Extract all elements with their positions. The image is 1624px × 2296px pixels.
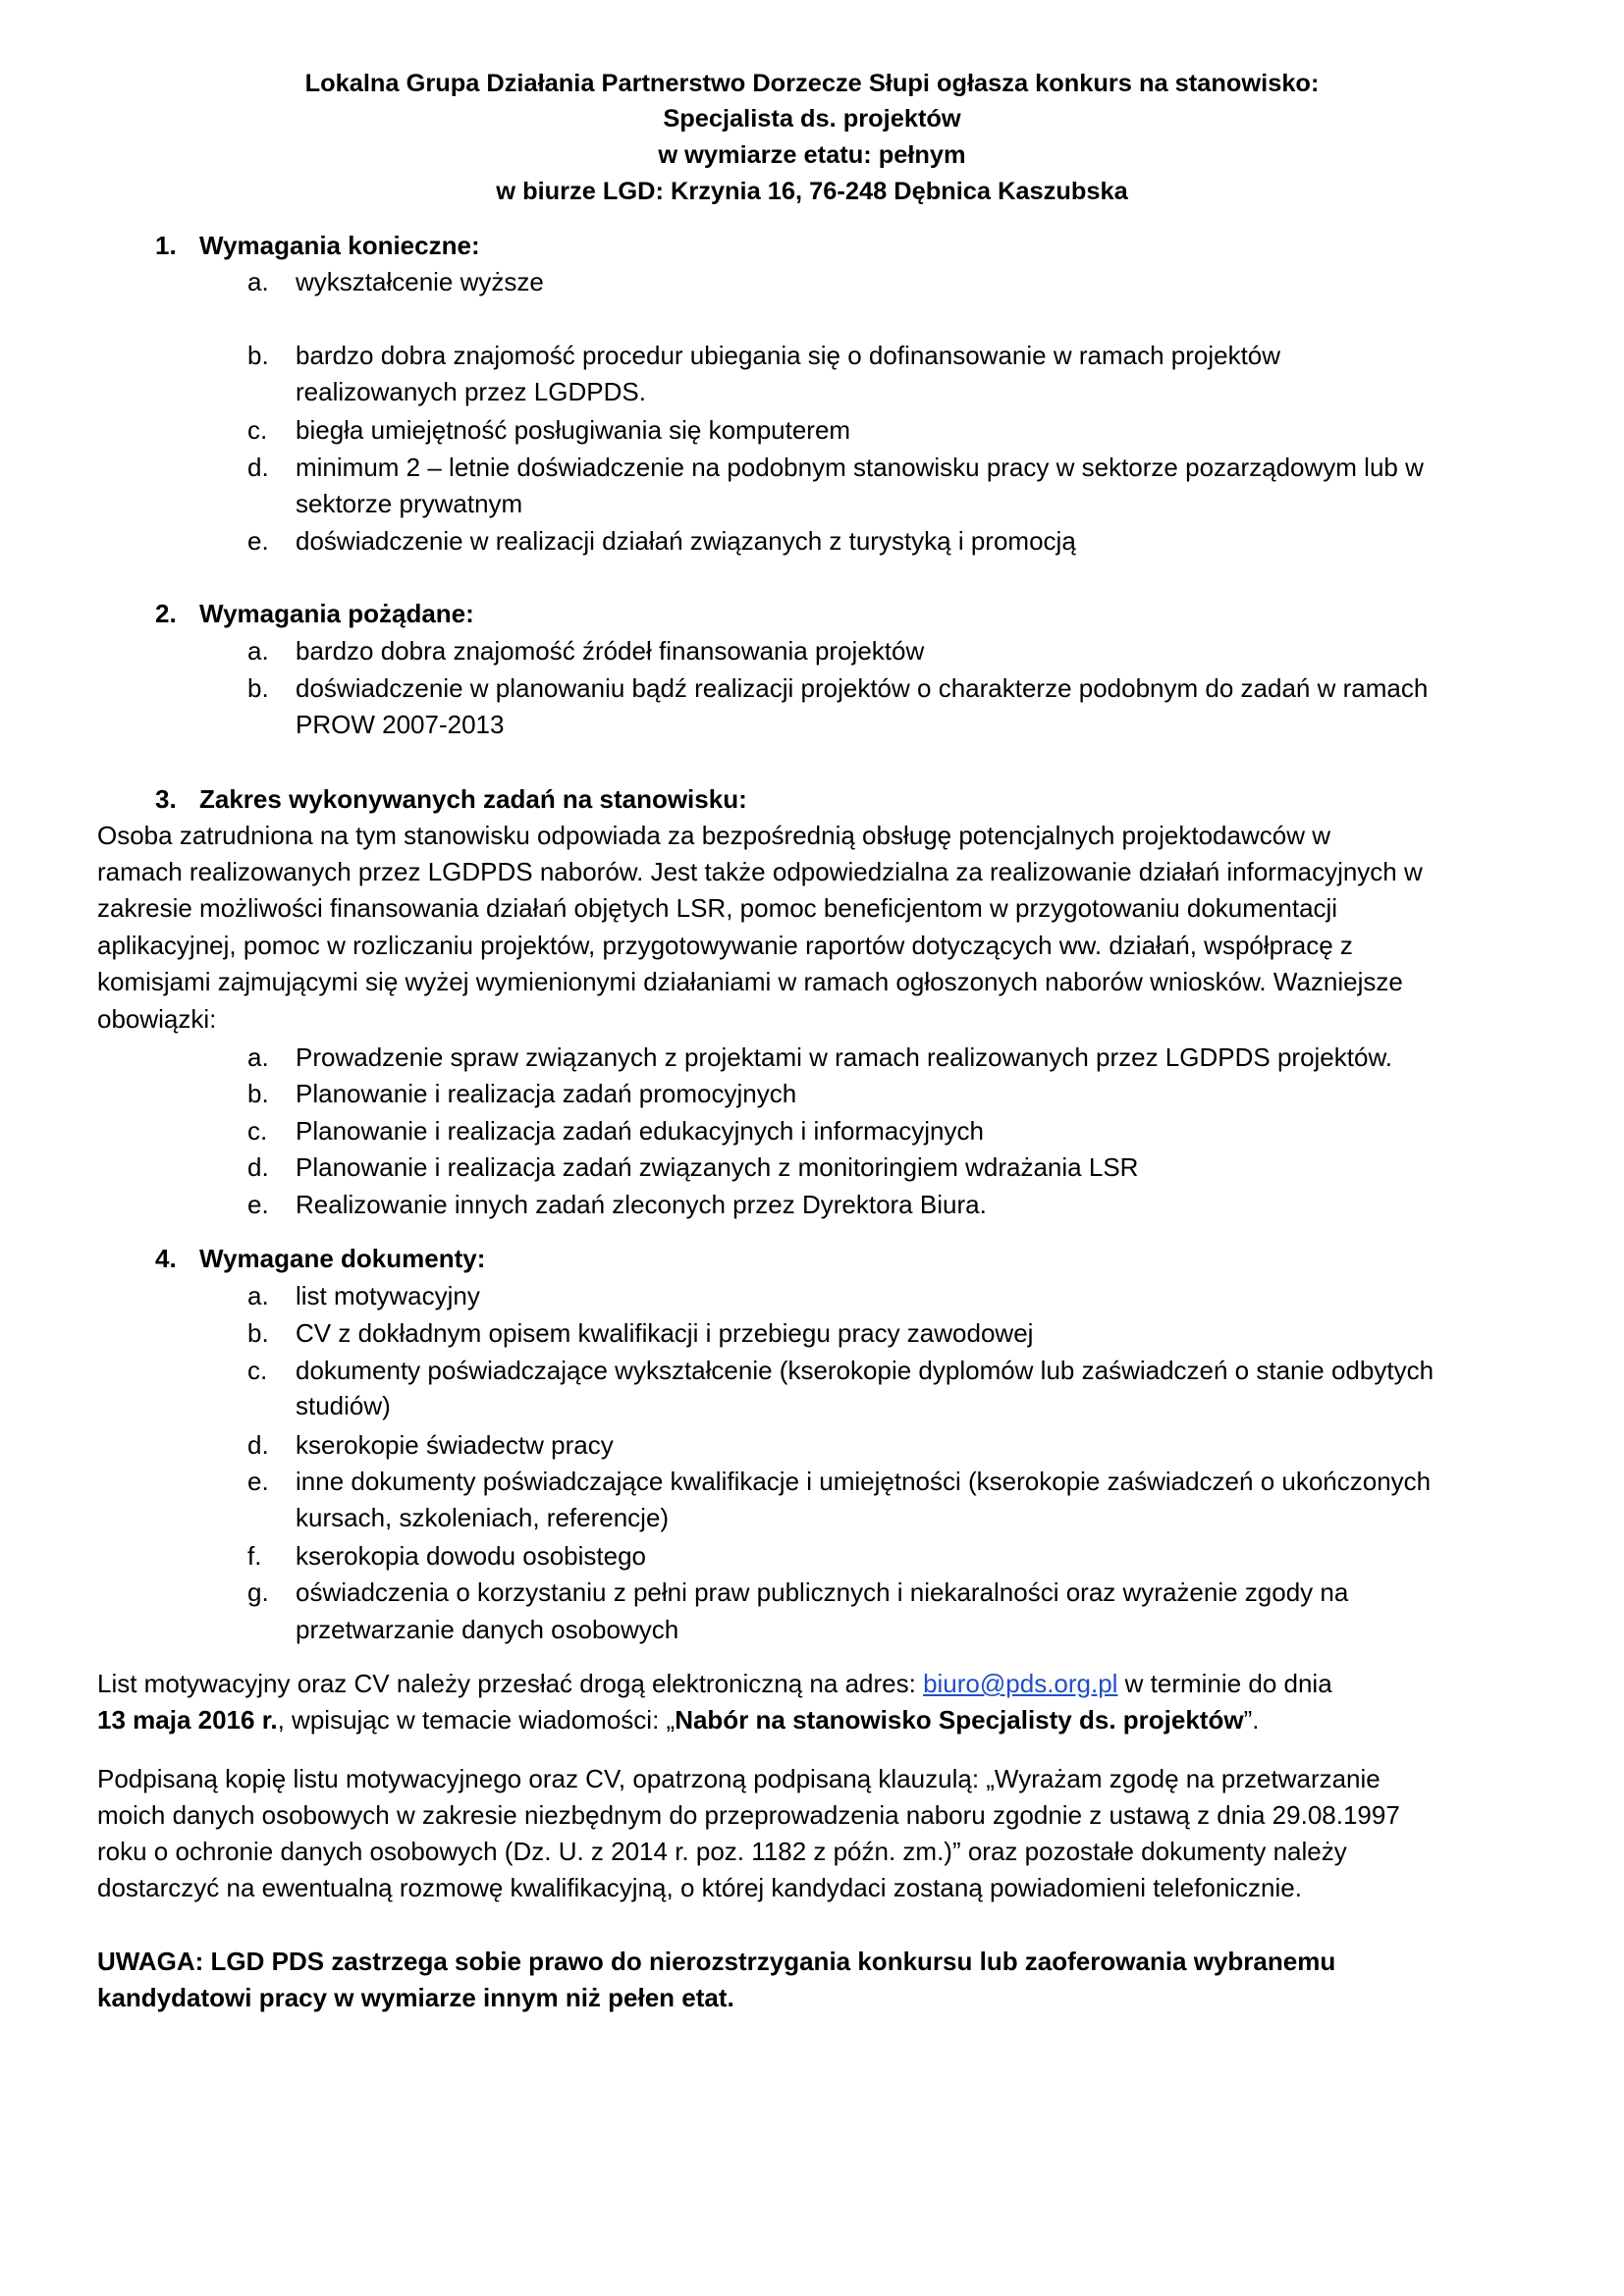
s3-item-e-text: Realizowanie innych zadań zleconych przez Dyrektora Biura. <box>296 1190 987 1219</box>
header-line-4: w biurze LGD: Krzynia 16, 76-248 Dębnica Kaszubska <box>496 178 1128 205</box>
s4-item-d-letter: d. <box>247 1430 269 1460</box>
s1-item-d-letter: d. <box>247 453 269 482</box>
s3-item-b-text: Planowanie i realizacja zadań promocyjnych <box>296 1079 797 1108</box>
s4-item-a-text: list motywacyjny <box>296 1281 480 1310</box>
s4-item-g-text-2: przetwarzanie danych osobowych <box>296 1615 679 1644</box>
header-line-3: w wymiarze etatu: pełnym <box>658 141 966 169</box>
s3-para-line-3: zakresie możliwości finansowania działań objętych LSR, pomoc beneficjentom w przygotowaniu dokumentacji <box>97 893 1338 923</box>
s2-item-b-text-1: doświadczenie w planowaniu bądź realizacji projektów o charakterze podobnym do zadań w ramach <box>296 673 1429 703</box>
s4-item-e-letter: e. <box>247 1467 269 1496</box>
s4-item-b-letter: b. <box>247 1318 269 1348</box>
s3-item-d-letter: d. <box>247 1152 269 1182</box>
s1-item-c-text: biegła umiejętność posługiwania się komputerem <box>296 415 851 445</box>
s3-item-a-text: Prowadzenie spraw związanych z projektami w ramach realizowanych przez LGDPDS projektów. <box>296 1042 1393 1072</box>
s3-item-b-letter: b. <box>247 1079 269 1108</box>
deadline-date: 13 maja 2016 r. <box>97 1705 278 1735</box>
s2-item-b-letter: b. <box>247 673 269 703</box>
s1-item-b-letter: b. <box>247 341 269 370</box>
section-2-title: Wymagania pożądane: <box>199 599 474 628</box>
submit-post-text: w terminie do dnia <box>1117 1669 1332 1698</box>
submit-pre-text: List motywacyjny oraz CV należy przesłać drogą elektroniczną na adres: <box>97 1669 924 1698</box>
section-2-number: 2. <box>155 599 177 628</box>
s3-item-c-letter: c. <box>247 1116 268 1146</box>
s4-item-d-text: kserokopie świadectw pracy <box>296 1430 614 1460</box>
section-1-title: Wymagania konieczne: <box>199 231 480 260</box>
signed-para-line-1: Podpisaną kopię listu motywacyjnego oraz CV, opatrzoną podpisaną klauzulą: „Wyrażam zgodę na przetwarzanie <box>97 1764 1380 1793</box>
s4-item-c-letter: c. <box>247 1356 268 1385</box>
s4-item-c-text-1: dokumenty poświadczające wykształcenie (kserokopie dyplomów lub zaświadczeń o stanie odbytych <box>296 1356 1435 1385</box>
signed-para-line-3: roku o ochronie danych osobowych (Dz. U. z 2014 r. poz. 1182 z późn. zm.)” oraz pozostałe dokumenty należy <box>97 1837 1347 1866</box>
s3-item-a-letter: a. <box>247 1042 269 1072</box>
s1-item-b-text-1: bardzo dobra znajomość procedur ubiegania się o dofinansowanie w ramach projektów <box>296 341 1281 370</box>
s2-item-b-text-2: PROW 2007-2013 <box>296 710 505 739</box>
s2-item-a-text: bardzo dobra znajomość źródeł finansowania projektów <box>296 636 925 666</box>
note-line-1: UWAGA: LGD PDS zastrzega sobie prawo do nierozstrzygania konkursu lub zaoferowania wybranemu <box>97 1947 1336 1976</box>
s3-para-line-5: komisjami zajmującymi się wyżej wymienionymi działaniami w ramach ogłoszonych naborów wniosków. Wazniejsze <box>97 967 1403 996</box>
s3-item-d-text: Planowanie i realizacja zadań związanych z monitoringiem wdrażania LSR <box>296 1152 1139 1182</box>
s1-item-a-letter: a. <box>247 267 269 296</box>
submit-line-1 <box>97 1667 1332 1700</box>
s3-para-line-6: obowiązki: <box>97 1004 217 1034</box>
submit-mid-text: , wpisując w temacie wiadomości: „ <box>277 1705 676 1735</box>
s4-item-a-letter: a. <box>247 1281 269 1310</box>
s4-item-f-text: kserokopia dowodu osobistego <box>296 1541 647 1571</box>
s4-item-f-letter: f. <box>247 1541 262 1571</box>
s1-item-c-letter: c. <box>247 415 268 445</box>
s3-item-c-text: Planowanie i realizacja zadań edukacyjnych i informacyjnych <box>296 1116 984 1146</box>
section-4-title: Wymagane dokumenty: <box>199 1244 486 1273</box>
s4-item-c-text-2: studiów) <box>296 1391 391 1420</box>
s1-item-b-text-2: realizowanych przez LGDPDS. <box>296 377 646 406</box>
s1-item-a-text: wykształcenie wyższe <box>296 267 544 296</box>
s1-item-e-text: doświadczenie w realizacji działań związanych z turystyką i promocją <box>296 526 1076 556</box>
header-line-2: Specjalista ds. projektów <box>663 105 961 133</box>
email-subject: Nabór na stanowisko Specjalisty ds. projektów <box>675 1705 1244 1735</box>
s1-item-d-text-1: minimum 2 – letnie doświadczenie na podobnym stanowisku pracy w sektorze pozarządowym lub w <box>296 453 1424 482</box>
header-line-1: Lokalna Grupa Działania Partnerstwo Dorzecze Słupi ogłasza konkurs na stanowisko: <box>304 70 1320 97</box>
submit-line-2 <box>97 1703 1259 1736</box>
s3-item-e-letter: e. <box>247 1190 269 1219</box>
s2-item-a-letter: a. <box>247 636 269 666</box>
email-link[interactable]: biuro@pds.org.pl <box>923 1669 1118 1698</box>
submit-end-text: ”. <box>1243 1705 1260 1735</box>
section-3-title: Zakres wykonywanych zadań na stanowisku: <box>199 784 747 814</box>
s3-para-line-1: Osoba zatrudniona na tym stanowisku odpowiada za bezpośrednią obsługę potencjalnych projektodawców w <box>97 821 1330 850</box>
signed-para-line-4: dostarczyć na ewentualną rozmowę kwalifikacyjną, o której kandydaci zostaną powiadomieni telefonicznie. <box>97 1873 1302 1902</box>
s3-para-line-2: ramach realizowanych przez LGDPDS naborów. Jest także odpowiedzialna za realizowanie działań informacyjnych w <box>97 857 1423 886</box>
note-line-2: kandydatowi pracy w wymiarze innym niż pełen etat. <box>97 1983 734 2012</box>
s1-item-d-text-2: sektorze prywatnym <box>296 489 523 518</box>
s4-item-g-letter: g. <box>247 1577 269 1607</box>
s4-item-b-text: CV z dokładnym opisem kwalifikacji i przebiegu pracy zawodowej <box>296 1318 1034 1348</box>
signed-para-line-2: moich danych osobowych w zakresie niezbędnym do przeprowadzenia naboru zgodnie z ustawą z dnia 29.08.1997 <box>97 1800 1400 1830</box>
s1-item-e-letter: e. <box>247 526 269 556</box>
s4-item-e-text-2: kursach, szkoleniach, referencje) <box>296 1503 670 1532</box>
s4-item-e-text-1: inne dokumenty poświadczające kwalifikacje i umiejętności (kserokopie zaświadczeń o ukończonych <box>296 1467 1432 1496</box>
s3-para-line-4: aplikacyjnej, pomoc w rozliczaniu projektów, przygotowywanie raportów dotyczących ww. działań, współpracę z <box>97 931 1353 960</box>
s4-item-g-text-1: oświadczenia o korzystaniu z pełni praw publicznych i niekaralności oraz wyrażenie zgody na <box>296 1577 1349 1607</box>
section-1-number: 1. <box>155 231 177 260</box>
section-4-number: 4. <box>155 1244 177 1273</box>
section-3-number: 3. <box>155 784 177 814</box>
